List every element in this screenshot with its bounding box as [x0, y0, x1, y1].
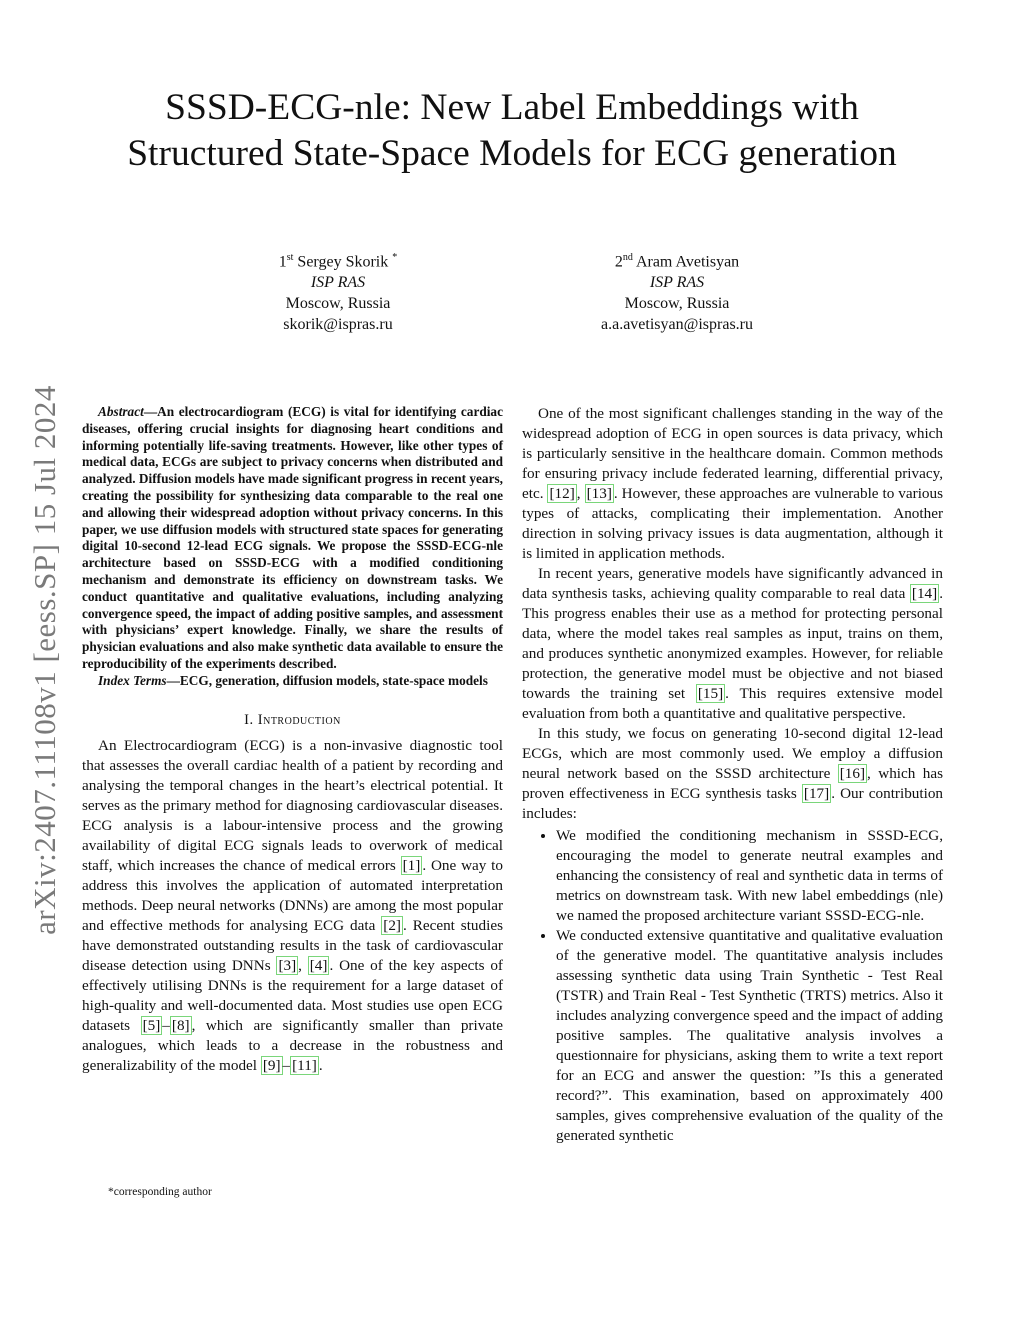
citation-link[interactable]: [9]: [262, 1056, 281, 1074]
text-run: ,: [576, 485, 585, 502]
title-line-1: SSSD-ECG-nle: New Label Embeddings with: [165, 87, 859, 128]
citation-link[interactable]: [16]: [839, 765, 866, 782]
citation-link[interactable]: [12]: [549, 485, 575, 502]
author-name-line: [507, 247, 847, 272]
citation-link[interactable]: [14]: [911, 585, 938, 602]
abstract-text: —An electrocardiogram (ECG) is vital for identifying cardiac diseases, offering crucial insights for diagnosing heart conditions and informing potentially life-saving treatments. However, like other types of medical data, ECGs are subject to privacy concerns when distributed and analyzed. Diffusion models have made significant progress in recent years, creating the possibility for synthesizing data comparable to the real one and allowing their widespread adoption without privacy concerns. In this paper, we use diffusion models with structured state spaces for generating digital 10-second 12-lead ECG signals. We propose the SSSD-ECG-nle architecture based on SSSD-ECG with a modified conditioning mechanism and demonstrate its efficiency on downstream tasks. We conduct quantitative and qualitative evaluations, including analyzing convergence speed, the impact of adding positive samples, and assessment with physicians’ expert knowledge. Finally, we share the results of physician evaluations and also make synthetic data available to ensure the reproducibility of the experiments described.: [82, 404, 503, 671]
text-run: ,: [298, 956, 308, 974]
index-terms-label: Index Terms: [98, 672, 167, 688]
citation-link[interactable]: [8]: [171, 1016, 190, 1034]
abstract-label: Abstract: [98, 404, 144, 419]
text-run: , which are significantly smaller than private analogues, which leads to a decrease in the robustness and generalizability of the model: [82, 1016, 503, 1074]
list-item: • We conducted extensive quantitative and qualitative evaluation of the generative model. The quantitative analysis includes assessing synthetic data using Train Synthetic - Test Real (TSTR) and Train Real - Test Synthetic (TRTS) metrics. Also it includes analyzing convergence speed and the impact of adding positive samples. The qualitative analysis involves a questionnaire for physicians, asking them to write a text report for an ECG and answer the question: ”Is this a generated record?”. This examination, based on approximately 400 samples, gives comprehensive evaluation of the quality of the generated synthetic: [556, 926, 943, 1146]
body-paragraph: [522, 404, 943, 564]
right-column: [522, 404, 943, 1146]
contribution-list: [522, 826, 943, 1146]
section-title: Introduction: [257, 711, 341, 728]
author-block-2: [507, 247, 847, 335]
citation-link[interactable]: [5]: [142, 1016, 161, 1034]
author-name-line: [168, 247, 508, 272]
text-run: In this study, we focus on generating 10-second digital 12-lead ECGs, which are most commonly used. We employ a diffusion neural network based on the SSSD architecture: [522, 725, 943, 782]
text-run: . Recent studies have demonstrated outstanding results in the task of cardiovascular disease detection using DNNs: [82, 916, 503, 974]
list-item: • We modified the conditioning mechanism in SSSD-ECG, encouraging the model to generate neutral examples and enhancing the consistency of real and synthetic data in terms of metrics on downstream task. With new label embeddings (nle) we named the proposed architecture variant SSSD-ECG-nle.: [556, 826, 943, 926]
paper-title: [60, 85, 964, 177]
citation-link[interactable]: [15]: [697, 685, 724, 702]
citation-link[interactable]: [1]: [402, 856, 421, 874]
author-ordinal: 1: [278, 253, 287, 271]
author-email: skorik@ispras.ru: [283, 316, 393, 334]
abstract-paragraph: [82, 404, 503, 673]
text-run: An Electrocardiogram (ECG) is a non-invasive diagnostic tool that assesses the overall cardiac health of a patient by recording and analysing the temporal changes in the heart’s electrical potential. It serves as the primary method for diagnosing cardiovascular diseases. ECG analysis is a labour-intensive process and the growing availability of digital ECG signals leads to overwork of medical staff, which increases the chance of medical errors: [82, 736, 503, 874]
author-email: a.a.avetisyan@ispras.ru: [600, 316, 753, 334]
text-run: , which has proven effectiveness in ECG synthesis tasks: [522, 765, 943, 802]
index-terms: [82, 673, 503, 690]
text-run: –: [162, 1016, 170, 1034]
footnote: *corresponding author: [108, 1186, 212, 1198]
arxiv-id-text: arXiv:2407.11108v1 [eess.SP] 15 Jul 2024: [27, 385, 63, 935]
section-number: I.: [244, 711, 254, 728]
title-line-2: Structured State-Space Models for ECG generation: [127, 133, 897, 174]
corresponding-mark: *: [392, 252, 398, 263]
text-run: . This requires extensive model evaluation from both a quantitative and qualitative perspective.: [522, 685, 943, 722]
citation-link[interactable]: [3]: [278, 956, 297, 974]
author-name: Aram Avetisyan: [635, 253, 740, 271]
text-run: . However, these approaches are vulnerable to various types of attacks, complicating their implementation. Another direction in solving privacy issues is data augmentation, although it is limited in application methods.: [522, 485, 944, 562]
body-paragraph: [522, 724, 943, 824]
author-name: Sergey Skorik: [297, 253, 389, 271]
author-ordinal: 2: [614, 253, 623, 271]
citation-link[interactable]: [17]: [803, 785, 830, 802]
author-block-1: [168, 247, 508, 335]
body-paragraph: [522, 564, 943, 724]
section-heading-introduction: [82, 710, 503, 730]
author-ordinal-suffix: st: [286, 252, 294, 263]
citation-link[interactable]: [4]: [309, 956, 328, 974]
text-run: . One way to address this involves the application of automated interpretation methods. Deep neural networks (DNNs) are among the most popular and effective methods for analysing ECG data: [82, 856, 503, 934]
text-run: . This progress enables their use as a method for protecting personal data, where the model takes real samples as input, trains on them, and produces synthetic anonymized examples. However, for reliable protection, the generative model must be objective and not biased towards the training set: [522, 585, 943, 702]
text-run: .: [318, 1056, 323, 1074]
text-run: One of the most significant challenges standing in the way of the widespread adoption of ECG in open sources is data privacy, which is particularly sensitive in the healthcare domain. Common methods for ensuring privacy include federated learning, differential privacy, etc.: [522, 405, 943, 502]
citation-link[interactable]: [2]: [383, 916, 401, 934]
author-location: Moscow, Russia: [285, 295, 391, 313]
author-affiliation: ISP RAS: [310, 274, 366, 292]
author-affiliation: ISP RAS: [649, 274, 705, 292]
citation-link[interactable]: [11]: [292, 1056, 317, 1074]
intro-paragraph: [82, 736, 503, 1076]
text-run: –: [282, 1056, 291, 1074]
text-run: In recent years, generative models have significantly advanced in data synthesis tasks, achieving quality comparable to real data: [522, 565, 943, 602]
abstract: [82, 404, 503, 690]
left-column: [82, 404, 503, 1076]
index-terms-text: —ECG, generation, diffusion models, state-space models: [166, 672, 488, 688]
text-run: . One of the key aspects of effectively utilising DNNs is the requirement for a large dataset of high-quality and well-documented data. Most studies use open ECG datasets: [82, 956, 503, 1034]
citation-link[interactable]: [13]: [586, 485, 612, 502]
arxiv-identifier-stamp: [29, 360, 61, 960]
author-ordinal-suffix: nd: [622, 252, 633, 263]
author-location: Moscow, Russia: [624, 295, 730, 313]
text-run: . Our contribution includes:: [522, 785, 944, 822]
